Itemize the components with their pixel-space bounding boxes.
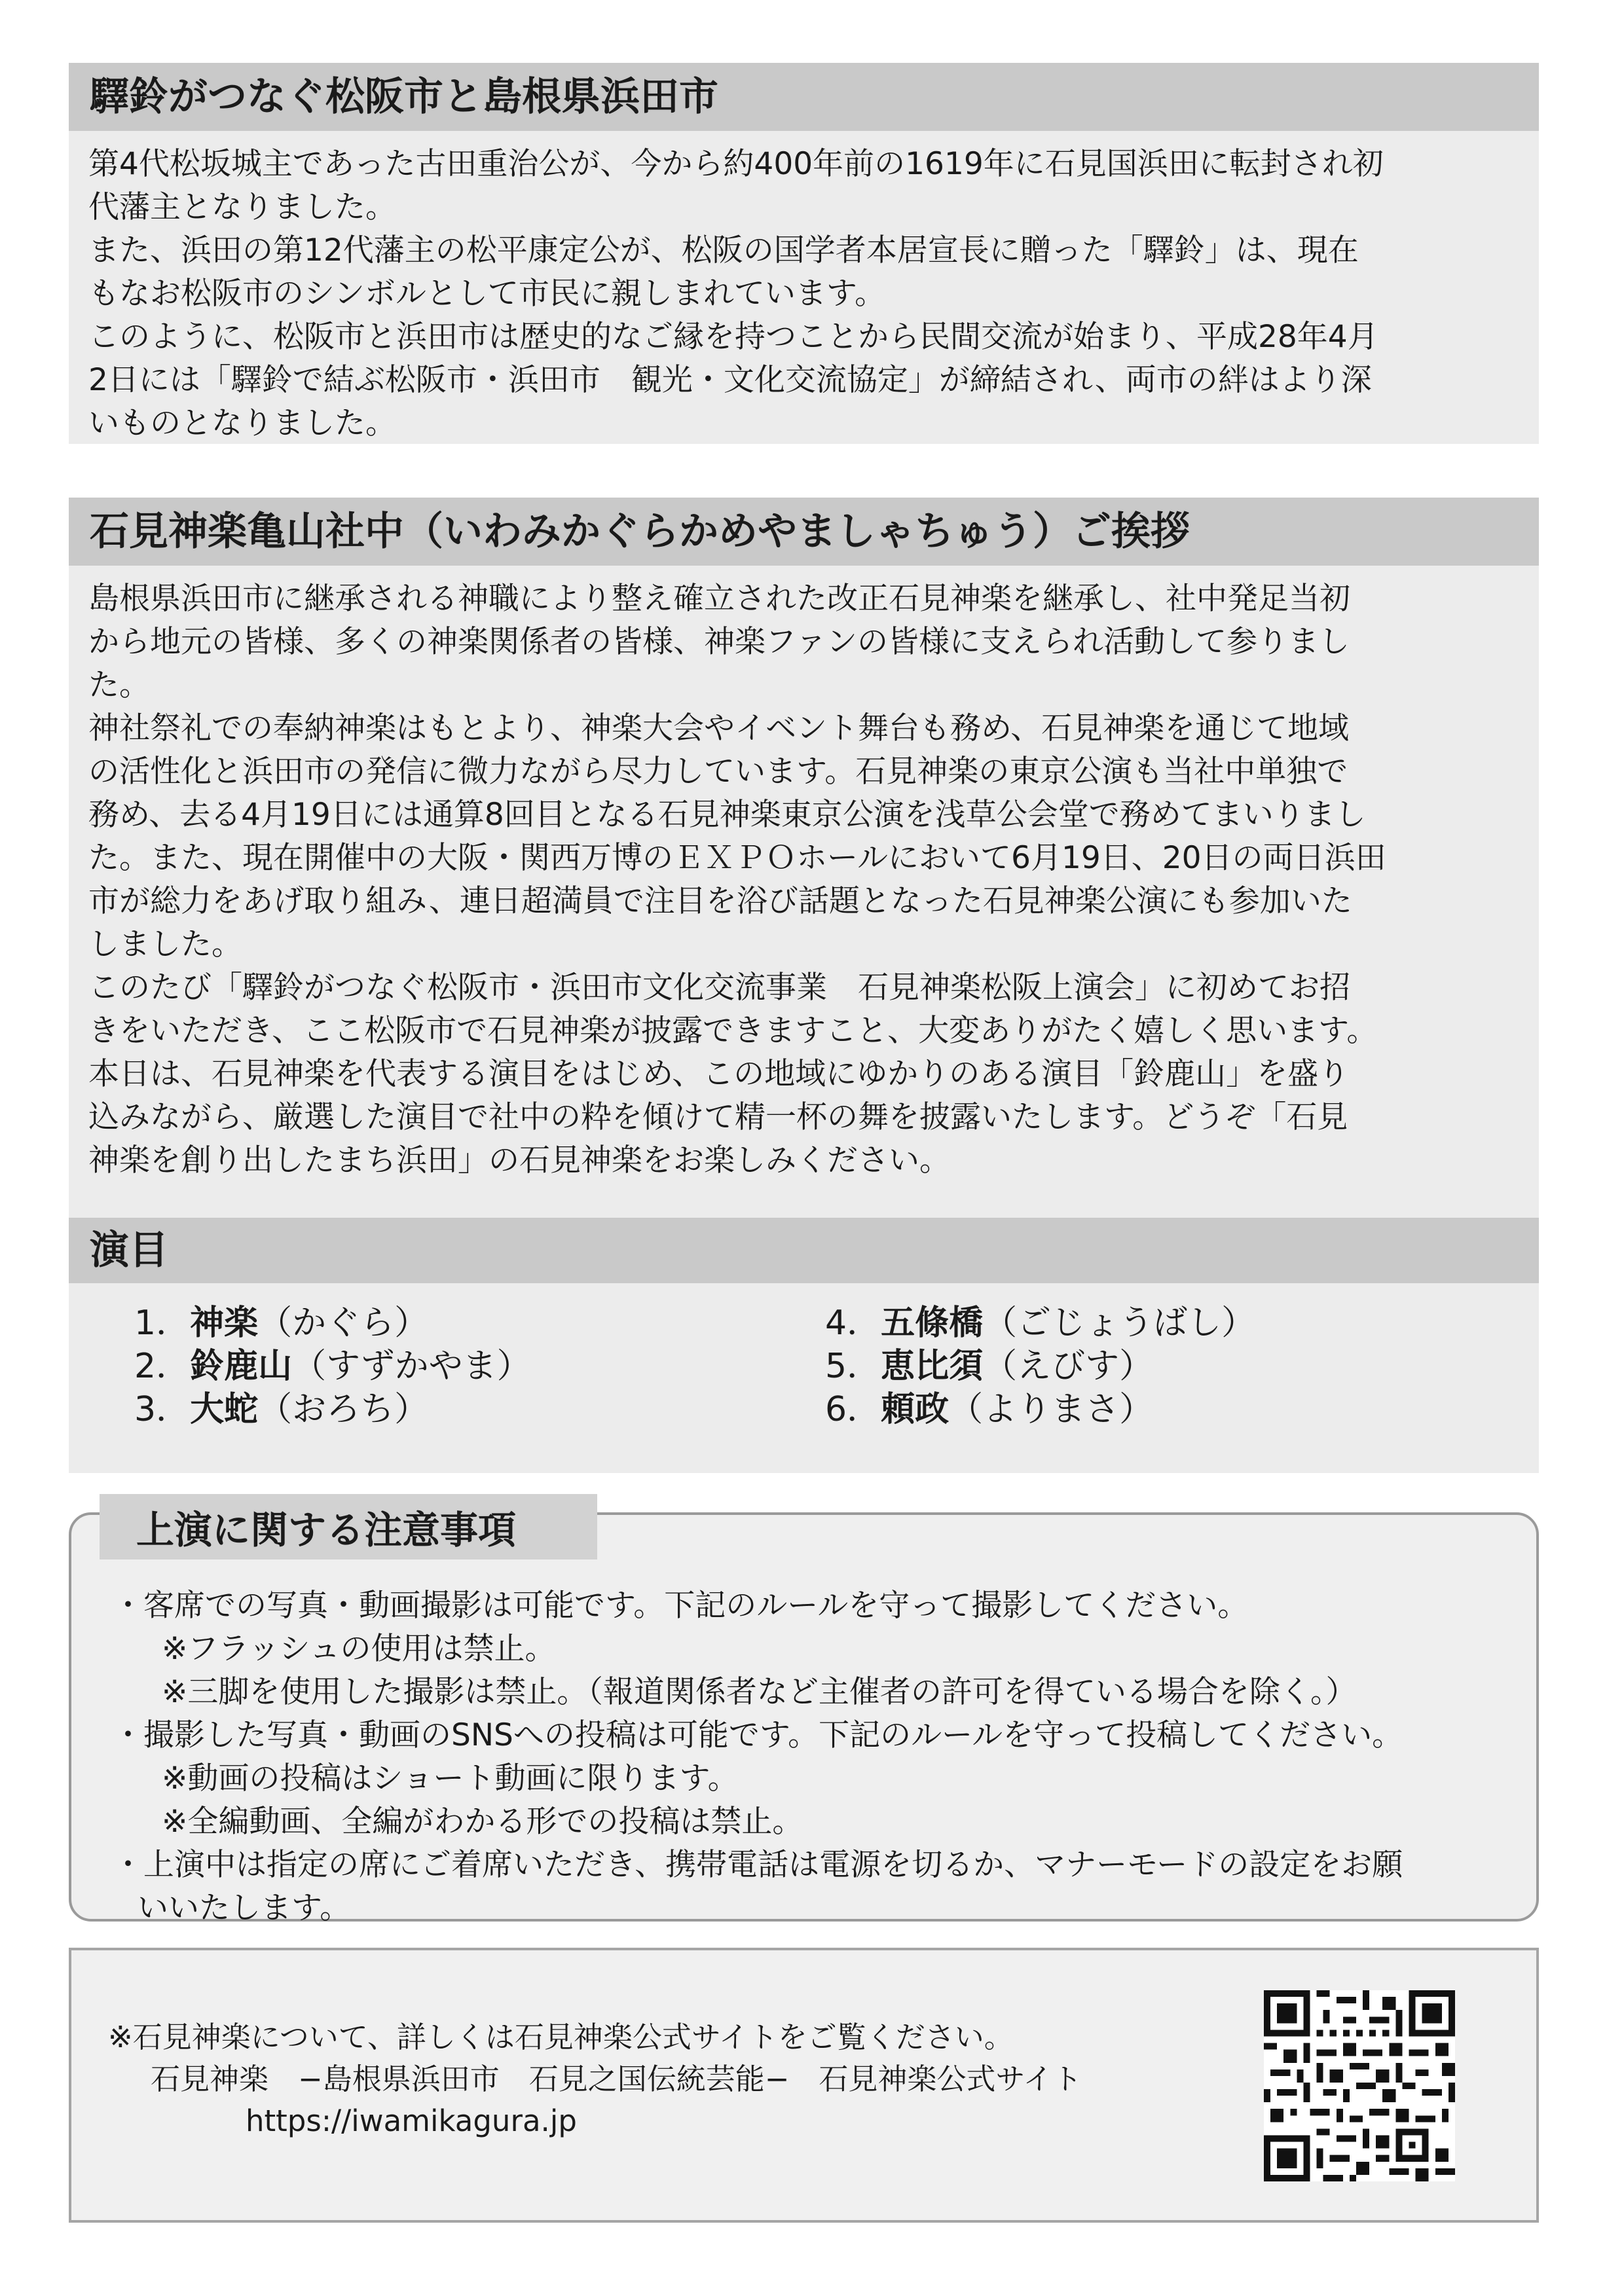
program-number: 4． [825,1303,881,1343]
paragraph-line: このたび「驛鈴がつなぐ松阪市・浜田市文化交流事業 石見神楽松阪上演会」に初めてお招 [88,970,1350,1006]
paragraph-line: 務め、去る4月19日には通算8回目となる石見神楽東京公演を浅草公会堂で務めてまいりまし [88,797,1366,833]
notes-list [113,1584,1521,1930]
section-body-greeting [69,566,1539,1220]
program-list [69,1283,1539,1473]
section-title: 演目 [90,1228,168,1273]
section-header-ekirei [69,63,1539,131]
paragraph-line: 神社祭礼での奉納神楽はもとより、神楽大会やイベント舞台も務め、石見神楽を通じて地域 [88,710,1350,746]
section-header-greeting [69,498,1539,566]
paragraph-line: た。 [88,667,150,703]
program-number: 2． [134,1347,191,1386]
program-number: 1． [134,1303,191,1343]
paragraph-line: た。また、現在開催中の大阪・関西万博のＥＸＰＯホールにおいて6月19日、20日の両日浜田 [88,840,1386,876]
paragraph-line: このように、松阪市と浜田市は歴史的なご縁を持つことから民間交流が始まり、平成28年4月 [88,319,1378,355]
program-reading: （よりまさ） [949,1390,1154,1429]
program-reading: （えびす） [983,1347,1154,1386]
program-title: 五條橋 [881,1303,984,1343]
paragraph-line: 込みながら、厳選した演目で社中の粋を傾けて精一杯の舞を披露いたします。どうぞ「石見 [88,1099,1348,1135]
note-line: ※フラッシュの使用は禁止。 [162,1631,556,1667]
section-title: 驛鈴がつなぐ松阪市と島根県浜田市 [90,74,718,120]
section-header-program [69,1218,1539,1283]
info-text [108,2016,1082,2142]
program-title: 鈴鹿山 [190,1347,293,1386]
note-line: ※動画の投稿はショート動画に限ります。 [162,1760,739,1796]
program-title: 神楽 [190,1303,259,1343]
note-line: ※全編動画、全編がわかる形での投稿は禁止。 [162,1804,803,1840]
paragraph-line: もなお松阪市のシンボルとして市民に親しまれています。 [88,276,886,312]
program-number: 5． [825,1347,881,1386]
program-reading: （かぐら） [258,1303,429,1343]
qr-code-icon[interactable] [1264,1990,1455,2181]
program-item [134,1388,428,1431]
section-body-ekirei [69,131,1539,444]
info-line: ※石見神楽について、詳しくは石見神楽公式サイトをご覧ください。 [108,2020,1014,2054]
program-number: 6． [825,1390,881,1429]
paragraph-line: の活性化と浜田市の発信に微力ながら尽力しています。石見神楽の東京公演も当社中単独で [88,754,1348,790]
info-line: 石見神楽 −島根県浜田市 石見之国伝統芸能− 石見神楽公式サイト [151,2062,1082,2096]
program-title: 頼政 [881,1390,950,1429]
program-item [825,1345,1153,1388]
program-item [825,1302,1255,1345]
paragraph-line: 代藩主となりました。 [88,189,396,225]
program-reading: （すずかやま） [292,1347,531,1386]
paragraph-line: 2日には「驛鈴で結ぶ松阪市・浜田市 観光・文化交流協定」が締結され、両市の絆はより深 [88,362,1372,398]
notes-title: 上演に関する注意事項 [100,1494,597,1559]
paragraph-line: から地元の皆様、多くの神楽関係者の皆様、神楽ファンの皆様に支えられ活動して参りまし [88,624,1350,660]
paragraph-line: しました。 [88,926,242,962]
paragraph-line: 市が総力をあげ取り組み、連日超満員で注目を浴び話題となった石見神楽公演にも参加いた [88,883,1352,919]
note-line: ・撮影した写真・動画のSNSへの投稿は可能です。下記のルールを守って投稿してください。 [113,1717,1403,1753]
paragraph-line: いものとなりました。 [88,405,396,441]
site-url-link[interactable]: https://iwamikagura.jp [246,2104,577,2138]
paragraph-line: 島根県浜田市に継承される神職により整え確立された改正石見神楽を継承し、社中発足当初 [88,581,1350,617]
note-line: いいたします。 [138,1890,351,1926]
paragraph-line: 第4代松坂城主であった古田重治公が、今から約400年前の1619年に石見国浜田に転封され初 [88,146,1384,182]
program-item [825,1388,1153,1431]
paragraph-line: 本日は、石見神楽を代表する演目をはじめ、この地域にゆかりのある演目「鈴鹿山」を盛り [88,1056,1350,1092]
program-item [134,1345,531,1388]
program-item [134,1302,428,1345]
program-reading: （ごじょうばし） [983,1303,1256,1343]
paragraph-line: きをいただき、ここ松阪市で石見神楽が披露できますこと、大変ありがたく嬉しく思います。 [88,1013,1378,1049]
paragraph-line: また、浜田の第12代藩主の松平康定公が、松阪の国学者本居宣長に贈った「驛鈴」は、現在 [88,232,1359,268]
program-title: 大蛇 [190,1390,259,1429]
paragraph-line: 神楽を創り出したまち浜田」の石見神楽をお楽しみください。 [88,1142,950,1178]
note-line: ・上演中は指定の席にご着席いただき、携帯電話は電源を切るか、マナーモードの設定をお願 [113,1847,1403,1883]
note-line: ・客席での写真・動画撮影は可能です。下記のルールを守って撮影してください。 [113,1588,1249,1624]
program-title: 恵比須 [881,1347,984,1386]
program-reading: （おろち） [258,1390,429,1429]
program-number: 3． [134,1390,191,1429]
note-line: ※三脚を使用した撮影は禁止。（報道関係者など主催者の許可を得ている場合を除く。） [162,1674,1357,1710]
section-title: 石見神楽亀山社中（いわみかぐらかめやましゃちゅう）ご挨拶 [90,509,1190,555]
